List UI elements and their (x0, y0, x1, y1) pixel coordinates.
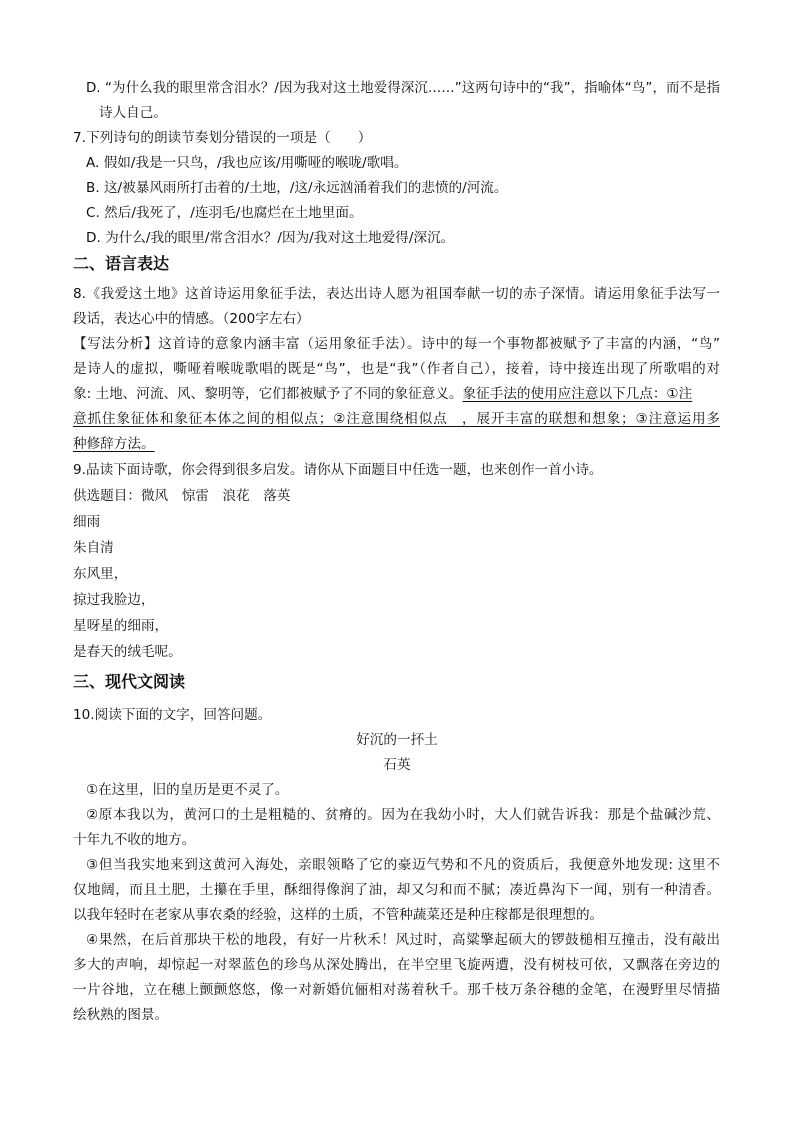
writing-analysis-underlined-line2: 意抓住象征体和象征本体之间的相似点；②注意围绕相似点 ，展开丰富的联想和想象；③注意运用多 (73, 411, 720, 427)
paragraph-4-line4: 绘秋熟的图景。 (73, 1007, 169, 1023)
poem-line1: 东风里， (73, 566, 128, 582)
article-title: 好沉的一抔土 (356, 732, 438, 748)
poem-line3: 星呀星的细雨， (73, 618, 169, 634)
question-7-option-a: A. 假如/我是一只鸟，/我也应该/用嘶哑的喉咙/歌唱。 (86, 155, 408, 171)
question-7-option-c: C. 然后/我死了，/连羽毛/也腐烂在土地里面。 (86, 205, 363, 221)
writing-analysis-underlined-line3: 种修辞方法。 (73, 436, 155, 452)
question-9-stem: 9.品读下面诗歌，你会得到很多启发。请你从下面题目中任选一题，也来创作一首小诗。 (73, 462, 603, 478)
question-7-option-d: D. 为什么/我的眼里/常含泪水？/因为/我对这土地爱得/深沉。 (86, 230, 455, 246)
writing-analysis-underlined-start: 象征手法的使用应注意以下几点：①注 (462, 386, 693, 402)
section-heading-modern-reading: 三、现代文阅读 (73, 672, 186, 691)
paragraph-1: ①在这里，旧的皇历是更不灵了。 (86, 782, 289, 798)
question-7-option-b: B. 这/被暴风雨所打击着的/土地，/这/永远汹涌着我们的悲愤的/河流。 (86, 180, 508, 196)
paragraph-3-line3: 以我年轻时在老家从事农桑的经验，这样的土质，不管种蔬菜还是种庄稼都是很理想的。 (73, 907, 604, 923)
writing-analysis-line2: 是诗人的虚拟，嘶哑着喉咙歌唱的既是“鸟”，也是“我”（作者自己），接着，诗中接连出现了所歌唱的对 (73, 361, 720, 377)
paragraph-2-line1: ②原本我以为，黄河口的土是粗糙的、贫瘠的。因为在我幼小时，大人们就告诉我：那是个盐碱沙荒、 (86, 807, 720, 823)
question-9-topics: 供选题目：微风 惊雷 浪花 落英 (73, 488, 291, 504)
question-10-stem: 10.阅读下面的文字，回答问题。 (73, 707, 272, 723)
writing-analysis-line1: 【写法分析】这首诗的意象内涵丰富（运用象征手法）。诗中的每一个事物都被赋予了丰富的内涵，“鸟” (73, 336, 720, 352)
paragraph-4-line3: 一片谷地，立在穗上颤颤悠悠，像一对新婚伉俪相对荡着秋千。那千枝万条谷穗的金笔，在漫野里尽情描 (73, 982, 720, 998)
question-8-line2: 段话，表达心中的情感。（200字左右） (73, 311, 310, 327)
paragraph-3-line2: 仅地阔，而且土肥，土攥在手里，酥细得像润了油，却又匀和而不腻；凑近鼻沟下一闻，别有一种清香。 (73, 882, 720, 898)
writing-analysis-line3-text: 象: 土地、河流、风、黎明等，它们都被赋予了不同的象征意义。 (73, 386, 463, 402)
paragraph-3-line1: ③但当我实地来到这黄河入海处，亲眼领略了它的豪迈气势和不凡的资质后，我便意外地发现: 这里不 (86, 857, 720, 873)
option-d-q6-line2: 诗人自己。 (99, 105, 167, 121)
poem-line2: 掠过我脸边， (73, 592, 155, 608)
poem-line4: 是春天的绒毛呢。 (73, 644, 182, 660)
section-heading-language-expression: 二、语言表达 (73, 254, 170, 273)
question-7-stem: 7.下列诗句的朗读节奏划分错误的一项是（ ） (73, 130, 372, 146)
paragraph-2-line2: 十年九不收的地方。 (73, 832, 196, 848)
poem-author: 朱自清 (73, 540, 114, 556)
question-8-line1: 8.《我爱这土地》这首诗运用象征手法，表达出诗人愿为祖国奉献一切的赤子深情。请运用象征手法写一 (73, 286, 720, 302)
paragraph-4-line2: 多大的声响，却惊起一对翠蓝色的珍鸟从深处腾出，在半空里飞旋两遭，没有树枝可依，又飘落在旁边的 (73, 957, 720, 973)
option-d-q6-line1: D. “为什么我的眼里常含泪水？/因为我对这土地爱得深沉……”这两句诗中的“我”，指喻体“鸟”，而不是指 (86, 81, 720, 96)
article-author: 石英 (383, 757, 411, 773)
poem-title: 细雨 (73, 514, 101, 530)
writing-analysis-line3 (73, 382, 720, 407)
paragraph-4-line1: ④果然，在后首那块干松的地段，有好一片秋禾！风过时，高粱擎起硕大的锣鼓槌相互撞击，没有敲出 (86, 932, 720, 948)
